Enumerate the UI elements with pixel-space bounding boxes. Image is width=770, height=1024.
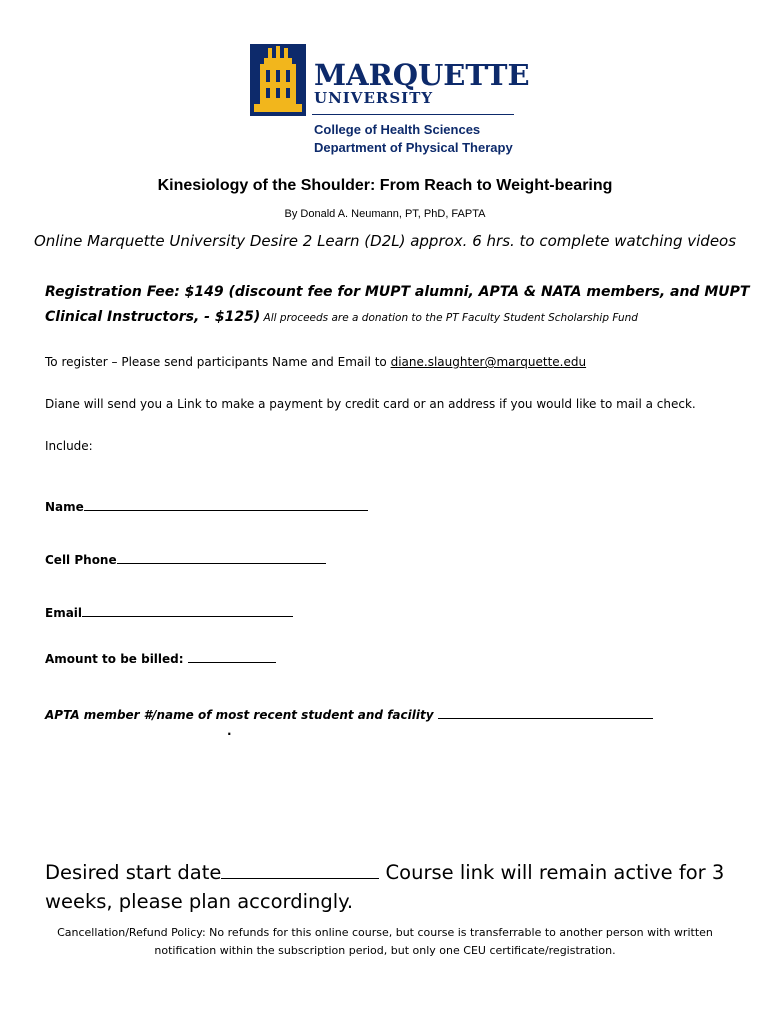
name-label: Name (45, 500, 84, 514)
desired-start-date[interactable] (45, 858, 735, 916)
logo-university: UNIVERSITY (314, 89, 434, 107)
course-active-note: Course link will remain active for 3 weeks, please plan accordingly. (45, 861, 725, 913)
amount-label: Amount to be billed: (45, 652, 188, 666)
registration-fee-line1: Registration Fee: $149 (discount fee for MUPT alumni, APTA & NATA members, and MUPT (45, 284, 750, 300)
fee-discount: Clinical Instructors, - $125) (45, 309, 261, 325)
apta-label: APTA member #/name of most recent student and facility (45, 708, 438, 722)
name-field[interactable] (45, 498, 368, 514)
email-label: Email (45, 606, 83, 620)
logo-college: College of Health Sciences (314, 122, 481, 137)
logo-divider (312, 114, 514, 115)
register-instructions (45, 355, 586, 369)
desired-label: Desired start date (45, 861, 222, 884)
amount-blank[interactable] (188, 650, 276, 663)
author-byline: By Donald A. Neumann, PT, PhD, FAPTA (284, 208, 486, 220)
include-label: Include: (45, 439, 93, 453)
cancellation-policy: Cancellation/Refund Policy: No refunds for this online course, but course is transferrable to another person with written notification within the subscription period, but only one CEU certificate/registration. (57, 926, 713, 957)
logo-marquette: MARQUETTE (314, 58, 530, 92)
cell-phone-label: Cell Phone (45, 553, 117, 567)
stray-dot: . (227, 724, 232, 738)
online-info: Online Marquette University Desire 2 Learn (D2L) approx. 6 hrs. to complete watching videos (33, 232, 737, 250)
email-link[interactable]: diane.slaughter@marquette.edu (390, 355, 587, 369)
name-blank[interactable] (84, 498, 368, 511)
email-field[interactable] (45, 604, 293, 620)
course-title: Kinesiology of the Shoulder: From Reach to Weight-bearing (157, 177, 613, 194)
fee-note: All proceeds are a donation to the PT Faculty Student Scholarship Fund (260, 312, 638, 324)
apta-field[interactable] (45, 706, 653, 722)
payment-info: Diane will send you a Link to make a payment by credit card or an address if you would like to mail a check. (45, 397, 696, 411)
logo-department: Department of Physical Therapy (314, 140, 513, 155)
register-prefix: To register – Please send participants Name and Email to (45, 355, 391, 369)
amount-field[interactable] (45, 650, 276, 666)
email-blank[interactable] (82, 604, 293, 617)
registration-fee-line2 (45, 309, 638, 325)
tower-emblem-icon (250, 44, 306, 116)
cell-phone-field[interactable] (45, 551, 326, 567)
apta-blank[interactable] (438, 706, 653, 719)
cell-phone-blank[interactable] (117, 551, 326, 564)
marquette-logo (250, 44, 530, 160)
desired-blank[interactable] (221, 858, 379, 879)
